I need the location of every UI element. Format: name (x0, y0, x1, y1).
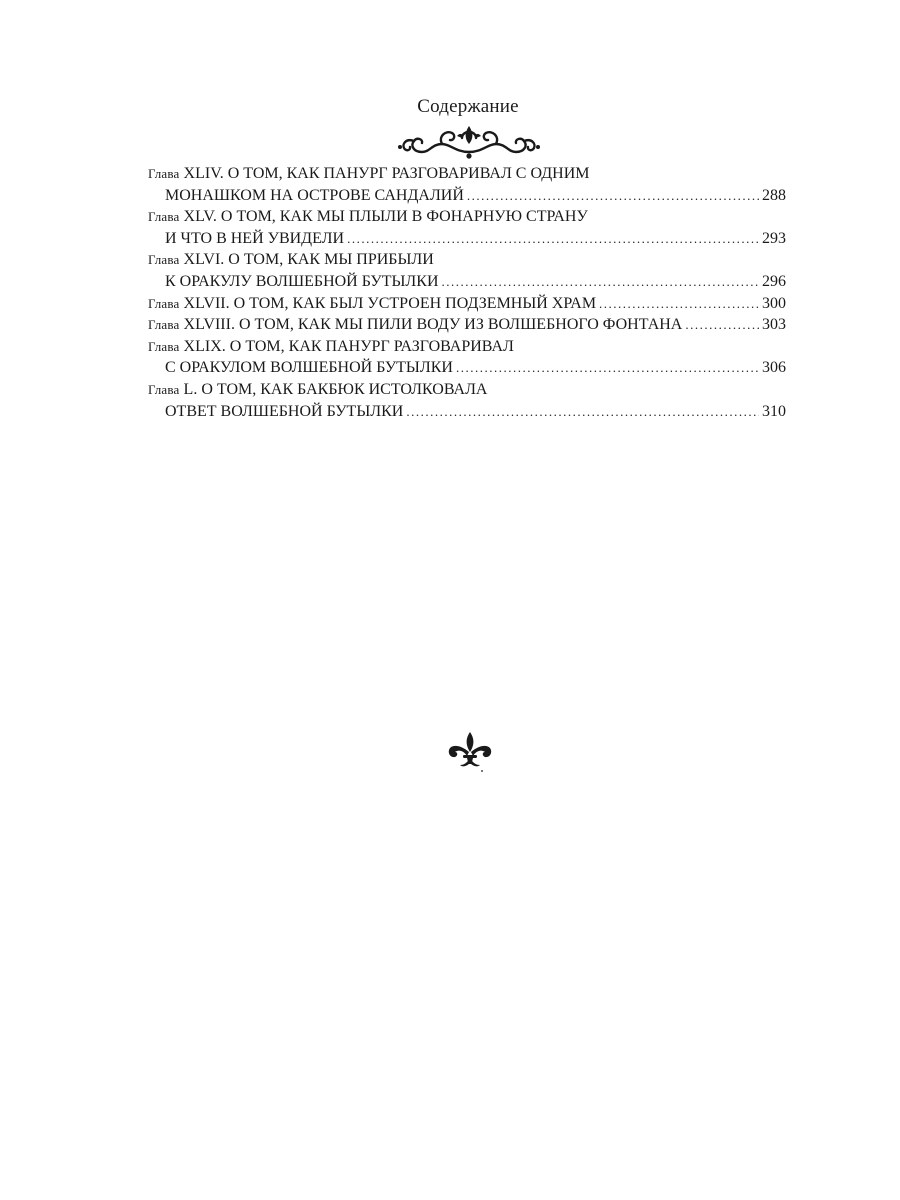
chapter-prefix: Глава (148, 381, 180, 397)
toc-entry-2-continuation[interactable] (148, 228, 786, 250)
toc-entry-4[interactable] (148, 293, 786, 315)
toc-entry-6-title[interactable] (148, 336, 786, 358)
chapter-title: XLIV. О ТОМ, КАК ПАНУРГ РАЗГОВАРИВАЛ С ОДНИМ (179, 165, 590, 182)
dot-leader (442, 271, 760, 293)
toc-entry-3-continuation[interactable] (148, 271, 786, 293)
dot-leader (599, 293, 759, 315)
chapter-title-continued: ОТВЕТ ВОЛШЕБНОЙ БУТЫЛКИ (165, 402, 404, 420)
dot-leader (685, 314, 759, 336)
chapter-prefix: Глава (148, 209, 180, 225)
toc-entry-6-continuation[interactable] (148, 357, 786, 379)
chapter-title: XLVII. О ТОМ, КАК БЫЛ УСТРОЕН ПОДЗЕМНЫЙ ХРАМ (179, 294, 597, 312)
chapter-title: XLVIII. О ТОМ, КАК МЫ ПИЛИ ВОДУ ИЗ ВОЛШЕБНОГО ФОНТАНА (179, 316, 683, 334)
page-number: 303 (762, 316, 786, 334)
page-number: 300 (762, 294, 786, 312)
dot-leader (456, 357, 759, 379)
chapter-title-continued: К ОРАКУЛУ ВОЛШЕБНОЙ БУТЫЛКИ (165, 272, 439, 290)
dot-leader (467, 185, 759, 207)
page-number: 306 (762, 359, 786, 377)
table-of-contents (148, 163, 786, 422)
toc-entry-2-title[interactable] (148, 206, 786, 228)
scroll-flourish-icon (396, 122, 542, 162)
dot-leader (347, 228, 759, 250)
toc-entry-1-title[interactable] (148, 163, 786, 185)
toc-entry-7-title[interactable] (148, 379, 786, 401)
toc-entry-3-title[interactable] (148, 249, 786, 271)
chapter-title: XLVI. О ТОМ, КАК МЫ ПРИБЫЛИ (179, 251, 434, 269)
chapter-title-continued: И ЧТО В НЕЙ УВИДЕЛИ (165, 229, 345, 247)
chapter-prefix: Глава (148, 338, 180, 354)
chapter-title: L. О ТОМ, КАК БАКБЮК ИСТОЛКОВАЛА (179, 380, 488, 398)
chapter-title-continued: МОНАШКОМ НА ОСТРОВЕ САНДАЛИЙ (165, 186, 464, 204)
chapter-prefix: Глава (148, 252, 180, 268)
chapter-prefix: Глава (148, 166, 180, 181)
chapter-title-continued: С ОРАКУЛОМ ВОЛШЕБНОЙ БУТЫЛКИ (165, 359, 453, 377)
page-number: 310 (762, 402, 786, 420)
chapter-prefix: Глава (148, 295, 180, 311)
toc-entry-1-continuation[interactable] (148, 185, 786, 207)
chapter-title: XLV. О ТОМ, КАК МЫ ПЛЫЛИ В ФОНАРНУЮ СТРАНУ (179, 208, 588, 226)
fleur-de-lis-icon (446, 730, 494, 774)
toc-entry-5[interactable] (148, 314, 786, 336)
chapter-prefix: Глава (148, 317, 180, 333)
chapter-title: XLIX. О ТОМ, КАК ПАНУРГ РАЗГОВАРИВАЛ (179, 337, 514, 355)
page-title: Содержание (417, 96, 519, 117)
toc-entry-7-continuation[interactable] (148, 401, 786, 423)
page-number: 288 (762, 186, 786, 204)
page-number: 296 (762, 272, 786, 290)
page-number: 293 (762, 229, 786, 247)
dot-leader (406, 401, 759, 423)
